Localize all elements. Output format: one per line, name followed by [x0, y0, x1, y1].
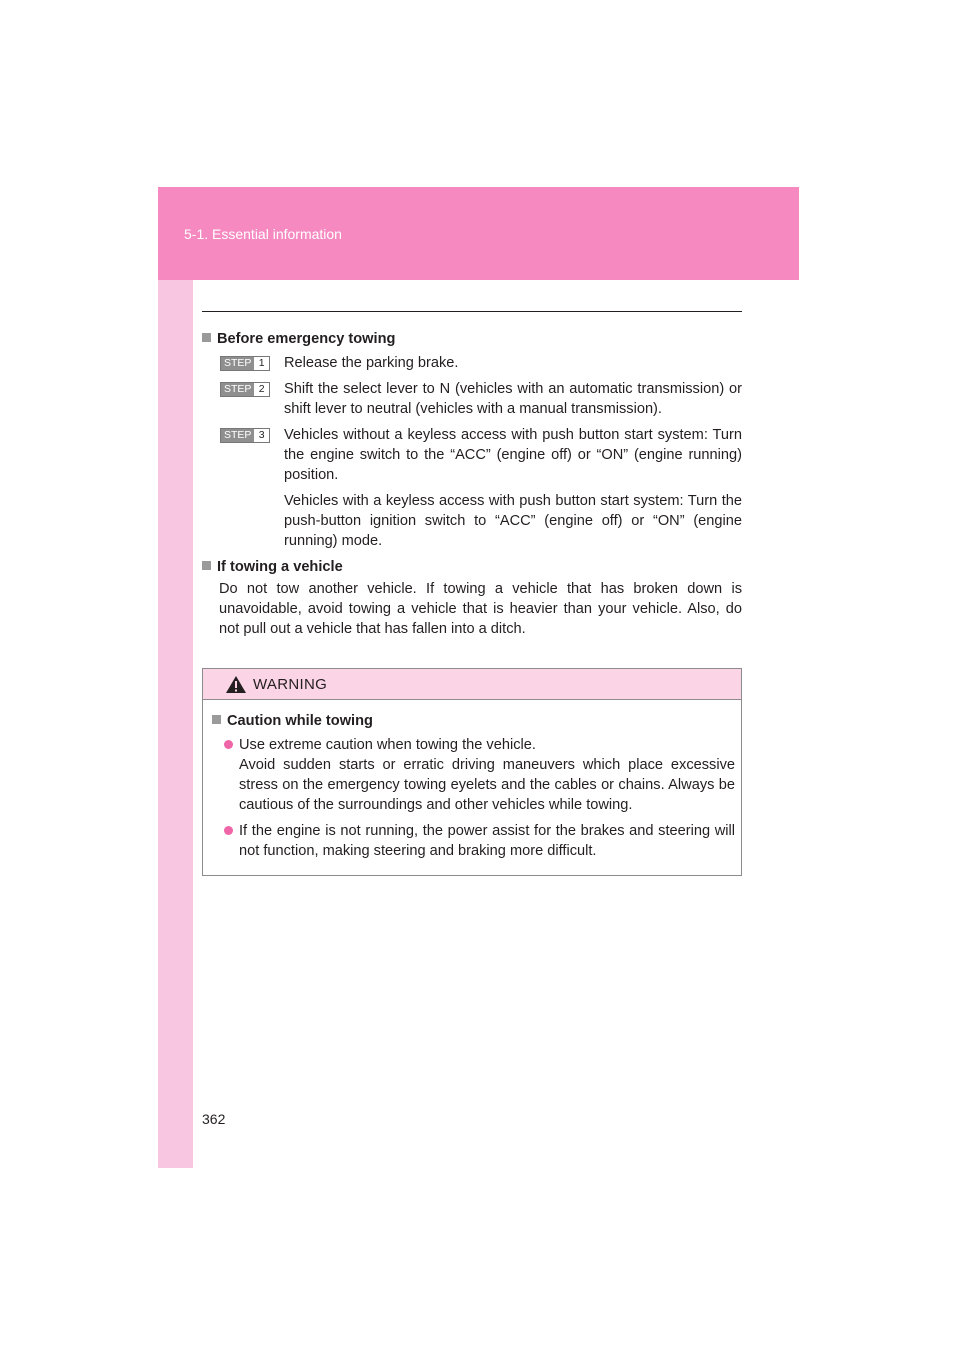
step-text: Vehicles without a keyless access with push button start system: Turn the engine switch to the “ACC” (engine off) or “ON” (engine running) position. Vehicles with a keyless access with push button start system: Turn the push-button ignition switch to “ACC” (engine off) or “ON” (engine running) mode.: [284, 427, 742, 549]
bullet-text: If the engine is not running, the power assist for the brakes and steering will not function, making steering and braking more difficult.: [239, 823, 735, 859]
main-content: [202, 329, 742, 639]
warning-title: Caution while towing: [212, 711, 735, 731]
square-bullet-icon: [212, 715, 221, 724]
section-label: 5-1. Essential information: [184, 226, 342, 242]
warning-body: [203, 700, 741, 861]
square-bullet-icon: [202, 561, 211, 570]
before-towing-heading: Before emergency towing: [202, 329, 742, 349]
warning-label: WARNING: [253, 675, 328, 693]
step-1: [202, 353, 742, 373]
warning-bullet: [212, 821, 735, 861]
step-badge: STEP 2: [220, 382, 270, 397]
top-rule: [202, 311, 742, 312]
step-2: [202, 379, 742, 419]
round-bullet-icon: [224, 740, 233, 749]
if-towing-text: Do not tow another vehicle. If towing a vehicle that has broken down is unavoidable, avoid towing a vehicle that is heavier than your vehicle. Also, do not pull out a vehicle that has fallen into a ditch.: [219, 581, 742, 637]
warning-bullet: [212, 735, 735, 815]
warning-header: [203, 669, 741, 700]
square-bullet-icon: [202, 333, 211, 342]
warning-triangle-icon: [225, 675, 247, 694]
step-3: [202, 425, 742, 551]
bullet-text: Use extreme caution when towing the vehicle. Avoid sudden starts or erratic driving maneuvers which place excessive stress on the emergency towing eyelets and the cables or chains. Always be cautious of the surroundings and other vehicles while towing.: [239, 737, 735, 813]
step-badge: STEP 1: [220, 356, 270, 371]
step-badge: STEP 3: [220, 428, 270, 443]
side-strip: [158, 280, 193, 1168]
if-towing-heading: If towing a vehicle: [202, 557, 742, 577]
warning-box: [202, 668, 742, 876]
page-number: 362: [202, 1111, 226, 1127]
step-text: Release the parking brake.: [284, 355, 459, 371]
step-text: Shift the select lever to N (vehicles with an automatic transmission) or shift lever to neutral (vehicles with a manual transmission).: [284, 381, 742, 417]
round-bullet-icon: [224, 826, 233, 835]
